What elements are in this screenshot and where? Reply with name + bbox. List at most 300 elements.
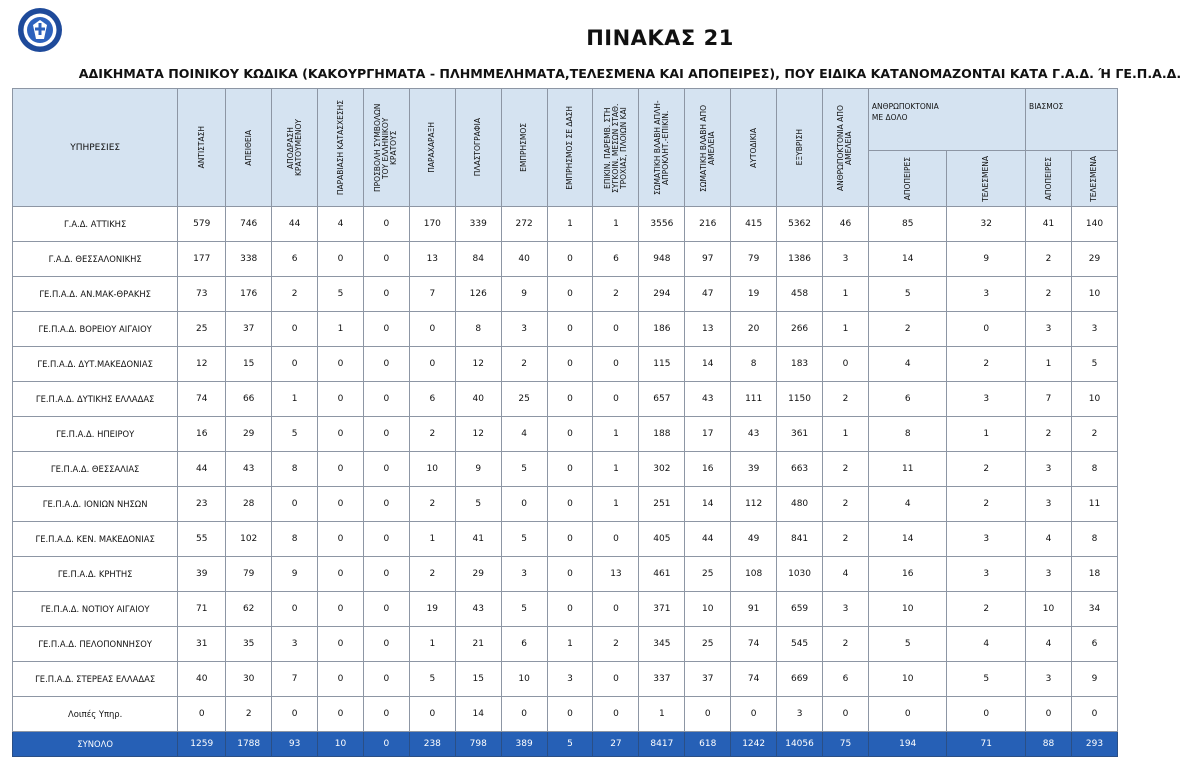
value-cell: 0 xyxy=(363,662,409,697)
value-cell: 0 xyxy=(363,487,409,522)
value-cell: 2 xyxy=(823,487,869,522)
value-cell: 3 xyxy=(1026,452,1072,487)
value-cell: 140 xyxy=(1071,207,1117,242)
value-cell: 14 xyxy=(868,242,947,277)
value-cell: 337 xyxy=(639,662,685,697)
subheader-completed: ΤΕΛΕΣΜΕΝΑ xyxy=(947,151,1026,207)
value-cell: 0 xyxy=(947,312,1026,347)
value-cell: 0 xyxy=(318,592,364,627)
value-cell: 39 xyxy=(731,452,777,487)
table-row xyxy=(13,242,1118,277)
value-cell: 9 xyxy=(1071,662,1117,697)
page-title: ΠΙΝΑΚΑΣ 21 xyxy=(586,26,734,50)
value-cell: 0 xyxy=(363,242,409,277)
value-cell: 4 xyxy=(868,347,947,382)
value-cell: 371 xyxy=(639,592,685,627)
value-cell: 2 xyxy=(1071,417,1117,452)
value-cell: 1 xyxy=(547,627,593,662)
value-cell: 6 xyxy=(593,242,639,277)
value-cell: 14056 xyxy=(777,732,823,757)
value-cell: 0 xyxy=(318,627,364,662)
value-cell: 0 xyxy=(501,697,547,732)
subheader-attempts: ΑΠΟΠΕΙΡΕΣ xyxy=(1026,151,1072,207)
value-cell: 0 xyxy=(363,312,409,347)
value-cell: 1 xyxy=(593,417,639,452)
value-cell: 55 xyxy=(178,522,226,557)
value-cell: 35 xyxy=(226,627,272,662)
value-cell: 0 xyxy=(409,347,455,382)
value-cell: 111 xyxy=(731,382,777,417)
value-cell: 21 xyxy=(455,627,501,662)
value-cell: 5362 xyxy=(777,207,823,242)
value-cell: 0 xyxy=(547,557,593,592)
value-cell: 44 xyxy=(178,452,226,487)
value-cell: 0 xyxy=(547,347,593,382)
value-cell: 71 xyxy=(947,732,1026,757)
value-cell: 9 xyxy=(272,557,318,592)
value-cell: 34 xyxy=(1071,592,1117,627)
value-cell: 294 xyxy=(639,277,685,312)
value-cell: 2 xyxy=(1026,417,1072,452)
value-cell: 6 xyxy=(1071,627,1117,662)
value-cell: 8 xyxy=(272,522,318,557)
value-cell: 13 xyxy=(685,312,731,347)
value-cell: 46 xyxy=(823,207,869,242)
value-cell: 2 xyxy=(409,557,455,592)
value-cell: 293 xyxy=(1071,732,1117,757)
value-cell: 5 xyxy=(547,732,593,757)
service-name-cell: ΓΕ.Π.Α.Δ. ΙΟΝΙΩΝ ΝΗΣΩΝ xyxy=(13,487,178,522)
value-cell: 7 xyxy=(1026,382,1072,417)
value-cell: 657 xyxy=(639,382,685,417)
value-cell: 2 xyxy=(1026,242,1072,277)
value-cell: 0 xyxy=(593,522,639,557)
value-cell: 0 xyxy=(318,452,364,487)
value-cell: 1 xyxy=(547,207,593,242)
column-header: ΕΜΠΡΗΣΜΟΣ xyxy=(501,89,547,207)
value-cell: 5 xyxy=(409,662,455,697)
value-cell: 2 xyxy=(823,522,869,557)
value-cell: 170 xyxy=(409,207,455,242)
value-cell: 1 xyxy=(1026,347,1072,382)
value-cell: 0 xyxy=(593,697,639,732)
value-cell: 40 xyxy=(178,662,226,697)
value-cell: 1030 xyxy=(777,557,823,592)
value-cell: 75 xyxy=(823,732,869,757)
value-cell: 177 xyxy=(178,242,226,277)
value-cell: 251 xyxy=(639,487,685,522)
value-cell: 0 xyxy=(547,312,593,347)
table-row xyxy=(13,382,1118,417)
value-cell: 112 xyxy=(731,487,777,522)
value-cell: 2 xyxy=(823,627,869,662)
value-cell: 9 xyxy=(947,242,1026,277)
value-cell: 5 xyxy=(1071,347,1117,382)
services-header: ΥΠΗΡΕΣΙΕΣ xyxy=(13,89,178,207)
value-cell: 2 xyxy=(947,347,1026,382)
value-cell: 0 xyxy=(363,627,409,662)
service-name-cell: Γ.Α.Δ. ΑΤΤΙΚΗΣ xyxy=(13,207,178,242)
value-cell: 0 xyxy=(318,697,364,732)
value-cell: 39 xyxy=(178,557,226,592)
service-name-cell: ΓΕ.Π.Α.Δ. ΔΥΤΙΚΗΣ ΕΛΛΑΔΑΣ xyxy=(13,382,178,417)
value-cell: 8 xyxy=(1071,522,1117,557)
value-cell: 0 xyxy=(272,697,318,732)
table-row xyxy=(13,557,1118,592)
value-cell: 6 xyxy=(272,242,318,277)
value-cell: 0 xyxy=(547,417,593,452)
value-cell: 10 xyxy=(1026,592,1072,627)
value-cell: 1 xyxy=(593,452,639,487)
value-cell: 1242 xyxy=(731,732,777,757)
value-cell: 345 xyxy=(639,627,685,662)
value-cell: 389 xyxy=(501,732,547,757)
value-cell: 44 xyxy=(272,207,318,242)
value-cell: 30 xyxy=(226,662,272,697)
value-cell: 5 xyxy=(272,417,318,452)
value-cell: 5 xyxy=(455,487,501,522)
value-cell: 0 xyxy=(318,242,364,277)
value-cell: 183 xyxy=(777,347,823,382)
value-cell: 74 xyxy=(178,382,226,417)
value-cell: 4 xyxy=(947,627,1026,662)
value-cell: 10 xyxy=(685,592,731,627)
value-cell: 339 xyxy=(455,207,501,242)
table-row xyxy=(13,592,1118,627)
column-header: ΣΩΜΑΤΙΚΗ ΒΛΑΒΗ ΑΠΟ ΑΜΕΛΕΙΑ xyxy=(685,89,731,207)
value-cell: 8 xyxy=(731,347,777,382)
value-cell: 194 xyxy=(868,732,947,757)
table-row xyxy=(13,522,1118,557)
value-cell: 4 xyxy=(1026,522,1072,557)
value-cell: 20 xyxy=(731,312,777,347)
value-cell: 8 xyxy=(1071,452,1117,487)
value-cell: 6 xyxy=(501,627,547,662)
value-cell: 188 xyxy=(639,417,685,452)
value-cell: 12 xyxy=(455,347,501,382)
value-cell: 108 xyxy=(731,557,777,592)
column-header: ΑΠΕΙΘΕΙΑ xyxy=(226,89,272,207)
value-cell: 88 xyxy=(1026,732,1072,757)
value-cell: 338 xyxy=(226,242,272,277)
value-cell: 0 xyxy=(272,592,318,627)
value-cell: 0 xyxy=(363,697,409,732)
value-cell: 1 xyxy=(823,312,869,347)
value-cell: 0 xyxy=(685,697,731,732)
value-cell: 19 xyxy=(409,592,455,627)
table-row xyxy=(13,277,1118,312)
crime-statistics-table xyxy=(12,88,1118,757)
column-header: ΕΠΙΚΙΝ. ΠΑΡΕΜΒ. ΣΤΗ ΣΥΓΚΟΙΝ. ΜΕΣΩΝ ΣΤΑΘ. ΤΡΟΧΙΑΣ, ΠΛΟΙΩΝ ΚΑΙ xyxy=(593,89,639,207)
value-cell: 0 xyxy=(363,347,409,382)
value-cell: 0 xyxy=(318,382,364,417)
column-header: ΠΑΡΑΧΑΡΑΞΗ xyxy=(409,89,455,207)
value-cell: 0 xyxy=(1026,697,1072,732)
value-cell: 0 xyxy=(547,452,593,487)
value-cell: 176 xyxy=(226,277,272,312)
value-cell: 15 xyxy=(455,662,501,697)
value-cell: 0 xyxy=(1071,697,1117,732)
value-cell: 29 xyxy=(226,417,272,452)
value-cell: 0 xyxy=(947,697,1026,732)
table-row xyxy=(13,487,1118,522)
value-cell: 0 xyxy=(363,452,409,487)
column-header: ΠΑΡΑΒΙΑΣΗ ΚΑΤΑΣΧΕΣΗΣ xyxy=(318,89,364,207)
value-cell: 0 xyxy=(547,382,593,417)
service-name-cell: Λοιπές Υπηρ. xyxy=(13,697,178,732)
value-cell: 11 xyxy=(1071,487,1117,522)
value-cell: 43 xyxy=(685,382,731,417)
value-cell: 3 xyxy=(1071,312,1117,347)
value-cell: 2 xyxy=(947,592,1026,627)
service-name-cell: ΓΕ.Π.Α.Δ. ΚΡΗΤΗΣ xyxy=(13,557,178,592)
column-header: ΕΞΥΒΡΙΣΗ xyxy=(777,89,823,207)
value-cell: 302 xyxy=(639,452,685,487)
value-cell: 25 xyxy=(501,382,547,417)
value-cell: 41 xyxy=(455,522,501,557)
value-cell: 44 xyxy=(685,522,731,557)
column-header: ΠΛΑΣΤΟΓΡΑΦΙΑ xyxy=(455,89,501,207)
value-cell: 5 xyxy=(501,592,547,627)
value-cell: 16 xyxy=(868,557,947,592)
service-name-cell: ΓΕ.Π.Α.Δ. ΠΕΛΟΠΟΝΝΗΣΟΥ xyxy=(13,627,178,662)
value-cell: 12 xyxy=(178,347,226,382)
value-cell: 97 xyxy=(685,242,731,277)
value-cell: 47 xyxy=(685,277,731,312)
column-header: ΕΜΠΡΗΣΜΟΣ ΣΕ ΔΑΣΗ xyxy=(547,89,593,207)
service-name-cell: ΓΕ.Π.Α.Δ. ΘΕΣΣΑΛΙΑΣ xyxy=(13,452,178,487)
value-cell: 480 xyxy=(777,487,823,522)
value-cell: 8 xyxy=(455,312,501,347)
value-cell: 43 xyxy=(226,452,272,487)
value-cell: 8 xyxy=(272,452,318,487)
value-cell: 1 xyxy=(947,417,1026,452)
value-cell: 3 xyxy=(777,697,823,732)
column-header: ΑΥΤΟΔΙΚΙΑ xyxy=(731,89,777,207)
value-cell: 841 xyxy=(777,522,823,557)
table-row xyxy=(13,417,1118,452)
value-cell: 31 xyxy=(178,627,226,662)
value-cell: 4 xyxy=(501,417,547,452)
value-cell: 2 xyxy=(823,382,869,417)
value-cell: 8417 xyxy=(639,732,685,757)
value-cell: 1150 xyxy=(777,382,823,417)
value-cell: 7 xyxy=(409,277,455,312)
value-cell: 618 xyxy=(685,732,731,757)
value-cell: 405 xyxy=(639,522,685,557)
value-cell: 0 xyxy=(547,242,593,277)
value-cell: 0 xyxy=(731,697,777,732)
value-cell: 19 xyxy=(731,277,777,312)
table-row xyxy=(13,207,1118,242)
value-cell: 16 xyxy=(685,452,731,487)
value-cell: 0 xyxy=(272,487,318,522)
value-cell: 84 xyxy=(455,242,501,277)
value-cell: 3556 xyxy=(639,207,685,242)
value-cell: 0 xyxy=(178,697,226,732)
value-cell: 3 xyxy=(1026,557,1072,592)
value-cell: 85 xyxy=(868,207,947,242)
group-header-rape: ΒΙΑΣΜΟΣ xyxy=(1026,89,1118,151)
value-cell: 1788 xyxy=(226,732,272,757)
value-cell: 2 xyxy=(593,277,639,312)
table-row xyxy=(13,662,1118,697)
service-name-cell: ΣΥΝΟΛΟ xyxy=(13,732,178,757)
service-name-cell: ΓΕ.Π.Α.Δ. ΣΤΕΡΕΑΣ ΕΛΛΑΔΑΣ xyxy=(13,662,178,697)
value-cell: 3 xyxy=(272,627,318,662)
value-cell: 1 xyxy=(823,417,869,452)
service-name-cell: ΓΕ.Π.Α.Δ. ΒΟΡΕΙΟΥ ΑΙΓΑΙΟΥ xyxy=(13,312,178,347)
value-cell: 62 xyxy=(226,592,272,627)
value-cell: 10 xyxy=(868,662,947,697)
value-cell: 3 xyxy=(823,242,869,277)
value-cell: 10 xyxy=(501,662,547,697)
value-cell: 663 xyxy=(777,452,823,487)
value-cell: 10 xyxy=(1071,382,1117,417)
value-cell: 0 xyxy=(363,417,409,452)
value-cell: 41 xyxy=(1026,207,1072,242)
value-cell: 0 xyxy=(318,347,364,382)
value-cell: 361 xyxy=(777,417,823,452)
value-cell: 458 xyxy=(777,277,823,312)
value-cell: 6 xyxy=(868,382,947,417)
value-cell: 3 xyxy=(947,382,1026,417)
column-header: ΣΩΜΑΤΙΚΗ ΒΛΑΒΗ ΑΠΛΗ- ΑΠΡΟΚΛΗΤ.-ΕΠΙΚΙΝ. xyxy=(639,89,685,207)
value-cell: 238 xyxy=(409,732,455,757)
value-cell: 3 xyxy=(947,277,1026,312)
value-cell: 1 xyxy=(272,382,318,417)
value-cell: 49 xyxy=(731,522,777,557)
value-cell: 32 xyxy=(947,207,1026,242)
value-cell: 0 xyxy=(318,417,364,452)
value-cell: 0 xyxy=(593,382,639,417)
value-cell: 74 xyxy=(731,627,777,662)
value-cell: 37 xyxy=(226,312,272,347)
value-cell: 9 xyxy=(455,452,501,487)
value-cell: 25 xyxy=(178,312,226,347)
value-cell: 1 xyxy=(823,277,869,312)
value-cell: 71 xyxy=(178,592,226,627)
value-cell: 216 xyxy=(685,207,731,242)
table-row xyxy=(13,627,1118,662)
value-cell: 102 xyxy=(226,522,272,557)
value-cell: 18 xyxy=(1071,557,1117,592)
value-cell: 40 xyxy=(455,382,501,417)
value-cell: 29 xyxy=(455,557,501,592)
value-cell: 0 xyxy=(823,697,869,732)
value-cell: 579 xyxy=(178,207,226,242)
value-cell: 0 xyxy=(593,347,639,382)
table-body xyxy=(13,207,1118,757)
value-cell: 0 xyxy=(318,662,364,697)
value-cell: 2 xyxy=(409,487,455,522)
value-cell: 3 xyxy=(947,522,1026,557)
value-cell: 2 xyxy=(947,487,1026,522)
column-header: ΑΝΤΙΣΤΑΣΗ xyxy=(178,89,226,207)
value-cell: 2 xyxy=(272,277,318,312)
service-name-cell: ΓΕ.Π.Α.Δ. ΗΠΕΙΡΟΥ xyxy=(13,417,178,452)
value-cell: 1 xyxy=(593,487,639,522)
value-cell: 3 xyxy=(501,312,547,347)
value-cell: 0 xyxy=(593,592,639,627)
group-header-homicide: ΑΝΘΡΩΠΟΚΤΟΝΙΑ ΜΕ ΔΟΛΟ xyxy=(868,89,1025,151)
value-cell: 415 xyxy=(731,207,777,242)
police-emblem-icon xyxy=(16,6,64,54)
column-header: ΑΝΘΡΩΠΟΚΤΟΝΙΑ ΑΠΟ ΑΜΕΛΕΙΑ xyxy=(823,89,869,207)
value-cell: 0 xyxy=(272,312,318,347)
value-cell: 13 xyxy=(593,557,639,592)
subheader-attempts: ΑΠΟΠΕΙΡΕΣ xyxy=(868,151,947,207)
service-name-cell: ΓΕ.Π.Α.Δ. ΔΥΤ.ΜΑΚΕΔΟΝΙΑΣ xyxy=(13,347,178,382)
value-cell: 5 xyxy=(501,452,547,487)
value-cell: 2 xyxy=(226,697,272,732)
value-cell: 3 xyxy=(1026,487,1072,522)
value-cell: 5 xyxy=(868,627,947,662)
value-cell: 0 xyxy=(547,277,593,312)
value-cell: 37 xyxy=(685,662,731,697)
value-cell: 29 xyxy=(1071,242,1117,277)
value-cell: 5 xyxy=(947,662,1026,697)
column-header: ΠΡΟΣΒΟΛΗ ΣΥΜΒΟΛΩΝ ΤΟΥ ΕΛΛΗΝΙΚΟΥ ΚΡΑΤΟΥΣ xyxy=(363,89,409,207)
value-cell: 5 xyxy=(868,277,947,312)
value-cell: 25 xyxy=(685,557,731,592)
value-cell: 14 xyxy=(685,487,731,522)
value-cell: 79 xyxy=(731,242,777,277)
value-cell: 27 xyxy=(593,732,639,757)
value-cell: 0 xyxy=(547,592,593,627)
value-cell: 2 xyxy=(593,627,639,662)
value-cell: 3 xyxy=(501,557,547,592)
value-cell: 948 xyxy=(639,242,685,277)
value-cell: 0 xyxy=(363,557,409,592)
value-cell: 272 xyxy=(501,207,547,242)
value-cell: 10 xyxy=(868,592,947,627)
value-cell: 1 xyxy=(639,697,685,732)
service-name-cell: ΓΕ.Π.Α.Δ. ΚΕΝ. ΜΑΚΕΔΟΝΙΑΣ xyxy=(13,522,178,557)
value-cell: 8 xyxy=(868,417,947,452)
value-cell: 0 xyxy=(318,487,364,522)
total-row xyxy=(13,732,1118,757)
value-cell: 1 xyxy=(409,627,455,662)
value-cell: 79 xyxy=(226,557,272,592)
value-cell: 14 xyxy=(868,522,947,557)
value-cell: 91 xyxy=(731,592,777,627)
value-cell: 4 xyxy=(868,487,947,522)
value-cell: 4 xyxy=(318,207,364,242)
value-cell: 10 xyxy=(1071,277,1117,312)
value-cell: 5 xyxy=(318,277,364,312)
value-cell: 3 xyxy=(1026,312,1072,347)
value-cell: 10 xyxy=(409,452,455,487)
value-cell: 13 xyxy=(409,242,455,277)
value-cell: 28 xyxy=(226,487,272,522)
value-cell: 126 xyxy=(455,277,501,312)
value-cell: 9 xyxy=(501,277,547,312)
table-row xyxy=(13,312,1118,347)
value-cell: 3 xyxy=(547,662,593,697)
value-cell: 0 xyxy=(823,347,869,382)
value-cell: 669 xyxy=(777,662,823,697)
value-cell: 3 xyxy=(947,557,1026,592)
value-cell: 0 xyxy=(363,382,409,417)
value-cell: 1 xyxy=(409,522,455,557)
value-cell: 43 xyxy=(731,417,777,452)
service-name-cell: Γ.Α.Δ. ΘΕΣΣΑΛΟΝΙΚΗΣ xyxy=(13,242,178,277)
service-name-cell: ΓΕ.Π.Α.Δ. ΝΟΤΙΟΥ ΑΙΓΑΙΟΥ xyxy=(13,592,178,627)
value-cell: 4 xyxy=(1026,627,1072,662)
value-cell: 3 xyxy=(1026,662,1072,697)
page-subtitle: ΑΔΙΚΗΜΑΤΑ ΠΟΙΝΙΚΟΥ ΚΩΔΙΚΑ (ΚΑΚΟΥΡΓΗΜΑΤΑ - ΠΛΗΜΜΕΛΗΜΑΤΑ,ΤΕΛΕΣΜΕΝΑ ΚΑΙ ΑΠΟΠΕΙΡΕΣ), ΠΟΥ ΕΙΔΙΚΑ ΚΑΤΑΝΟΜΑΖΟΝΤΑΙ ΚΑΤΑ Γ.Α.Δ. Ή ΓΕ.Π.Α.Δ. xyxy=(78,66,1182,81)
